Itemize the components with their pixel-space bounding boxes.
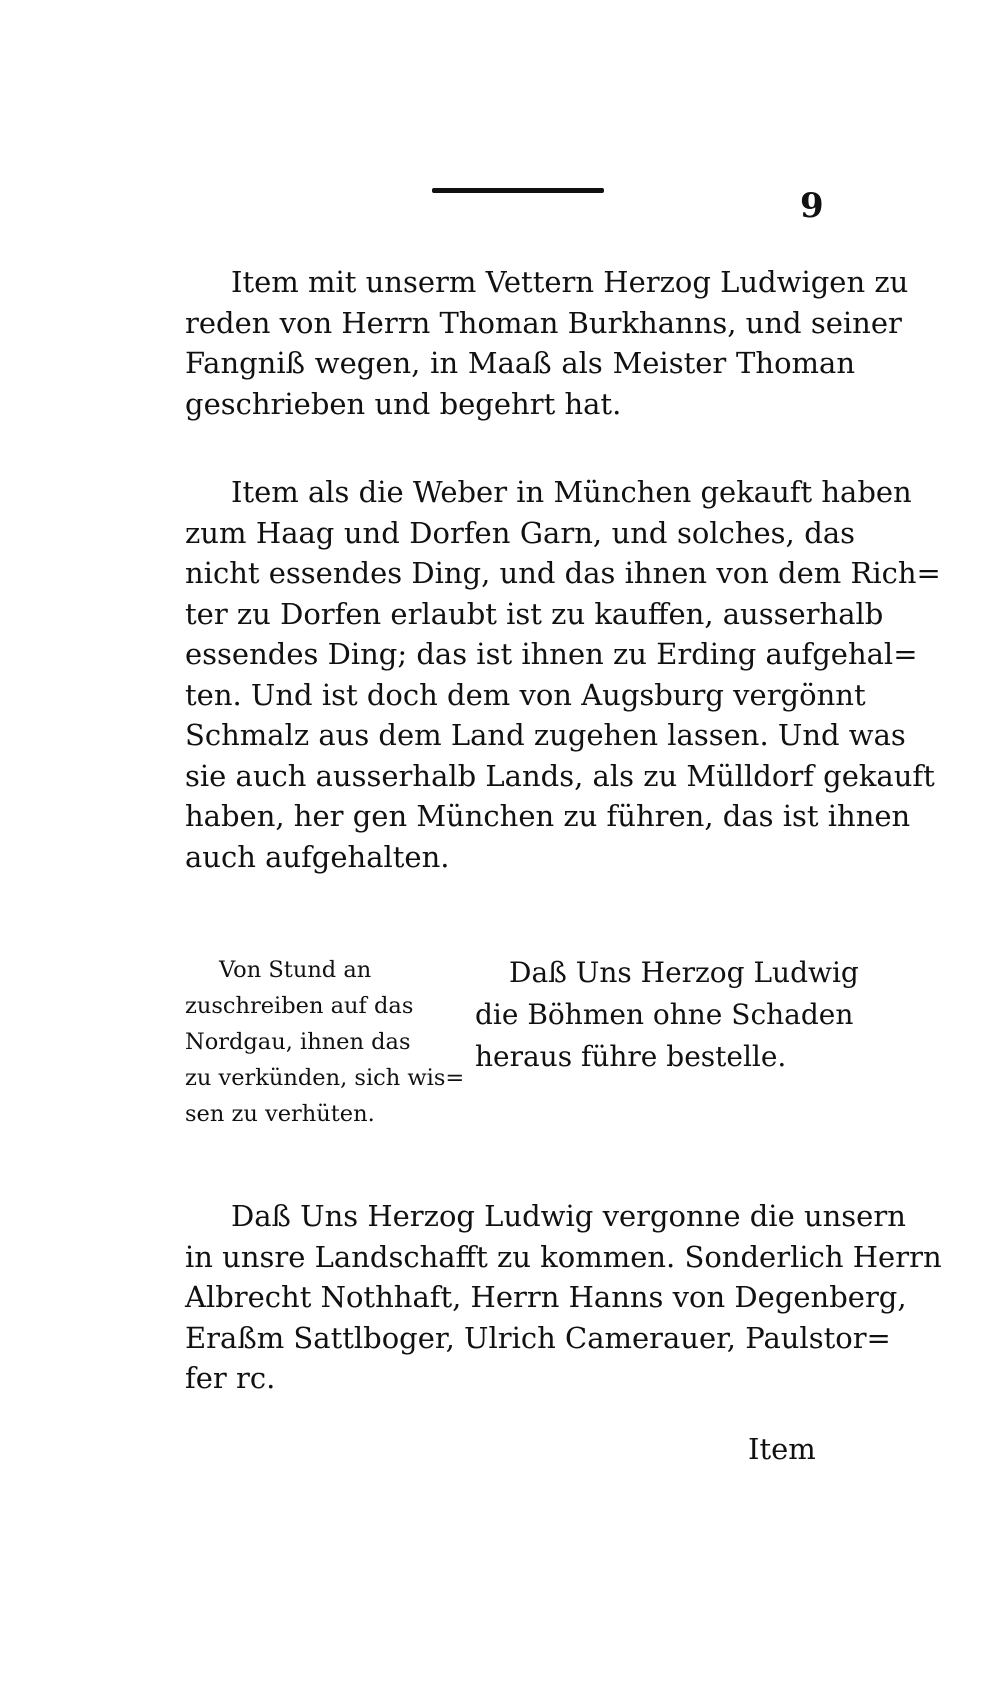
text-line: Daß Uns Herzog Ludwig vergonne die unsern [231,1199,906,1233]
text-line: essendes Ding; das ist ihnen zu Erding aufgehal= [185,637,918,671]
paragraph-2 [185,472,941,877]
text-line: zum Haag und Dorfen Garn, und solches, das [185,515,855,550]
text-line: geschrieben und begehrt hat. [185,386,622,421]
left-column-note [185,952,465,1132]
text-line: auch aufgehalten. [185,839,450,874]
text-line: Item als die Weber in München gekauft haben [231,475,912,509]
text-line: haben, her gen München zu führen, das ist ihnen [185,799,911,833]
text-line: heraus führe bestelle. [475,1040,787,1073]
text-line: zu verkünden, sich wis= [185,1065,465,1091]
text-line: zuschreiben auf das [185,993,414,1019]
text-line: sen zu verhüten. [185,1101,375,1127]
text-line: Fangniß wegen, in Maaß als Meister Thoman [185,346,855,380]
text-line: fer rc. [185,1361,276,1395]
paragraph-3 [185,1196,942,1399]
text-line: Von Stund an [219,957,372,983]
right-column-note [475,952,859,1078]
header-rule [432,188,604,193]
text-line: reden von Herrn Thoman Burkhanns, und seiner [185,305,902,340]
text-line: Nordgau, ihnen das [185,1029,411,1055]
text-line: Daß Uns Herzog Ludwig [509,956,859,989]
text-line: nicht essendes Ding, und das ihnen von dem Rich= [185,556,941,590]
page-number: 9 [800,186,824,226]
text-line: ter zu Dorfen erlaubt ist zu kauffen, ausserhalb [185,596,884,631]
text-line: in unsre Landschafft zu kommen. Sonderlich Herrn [185,1239,942,1274]
catchword: Item [748,1432,816,1466]
paragraph-1 [185,262,909,424]
text-line: Eraßm Sattlboger, Ulrich Camerauer, Paulstor= [185,1320,891,1355]
text-line: sie auch ausserhalb Lands, als zu Mülldorf gekauft [185,758,935,793]
text-line: Albrecht Nothhaft, Herrn Hanns von Degenberg, [185,1280,907,1314]
text-line: Item mit unserm Vettern Herzog Ludwigen zu [231,265,909,299]
text-line: die Böhmen ohne Schaden [475,998,854,1031]
text-line: Schmalz aus dem Land zugehen lassen. Und was [185,718,906,752]
text-line: ten. Und ist doch dem von Augsburg vergönnt [185,677,866,712]
